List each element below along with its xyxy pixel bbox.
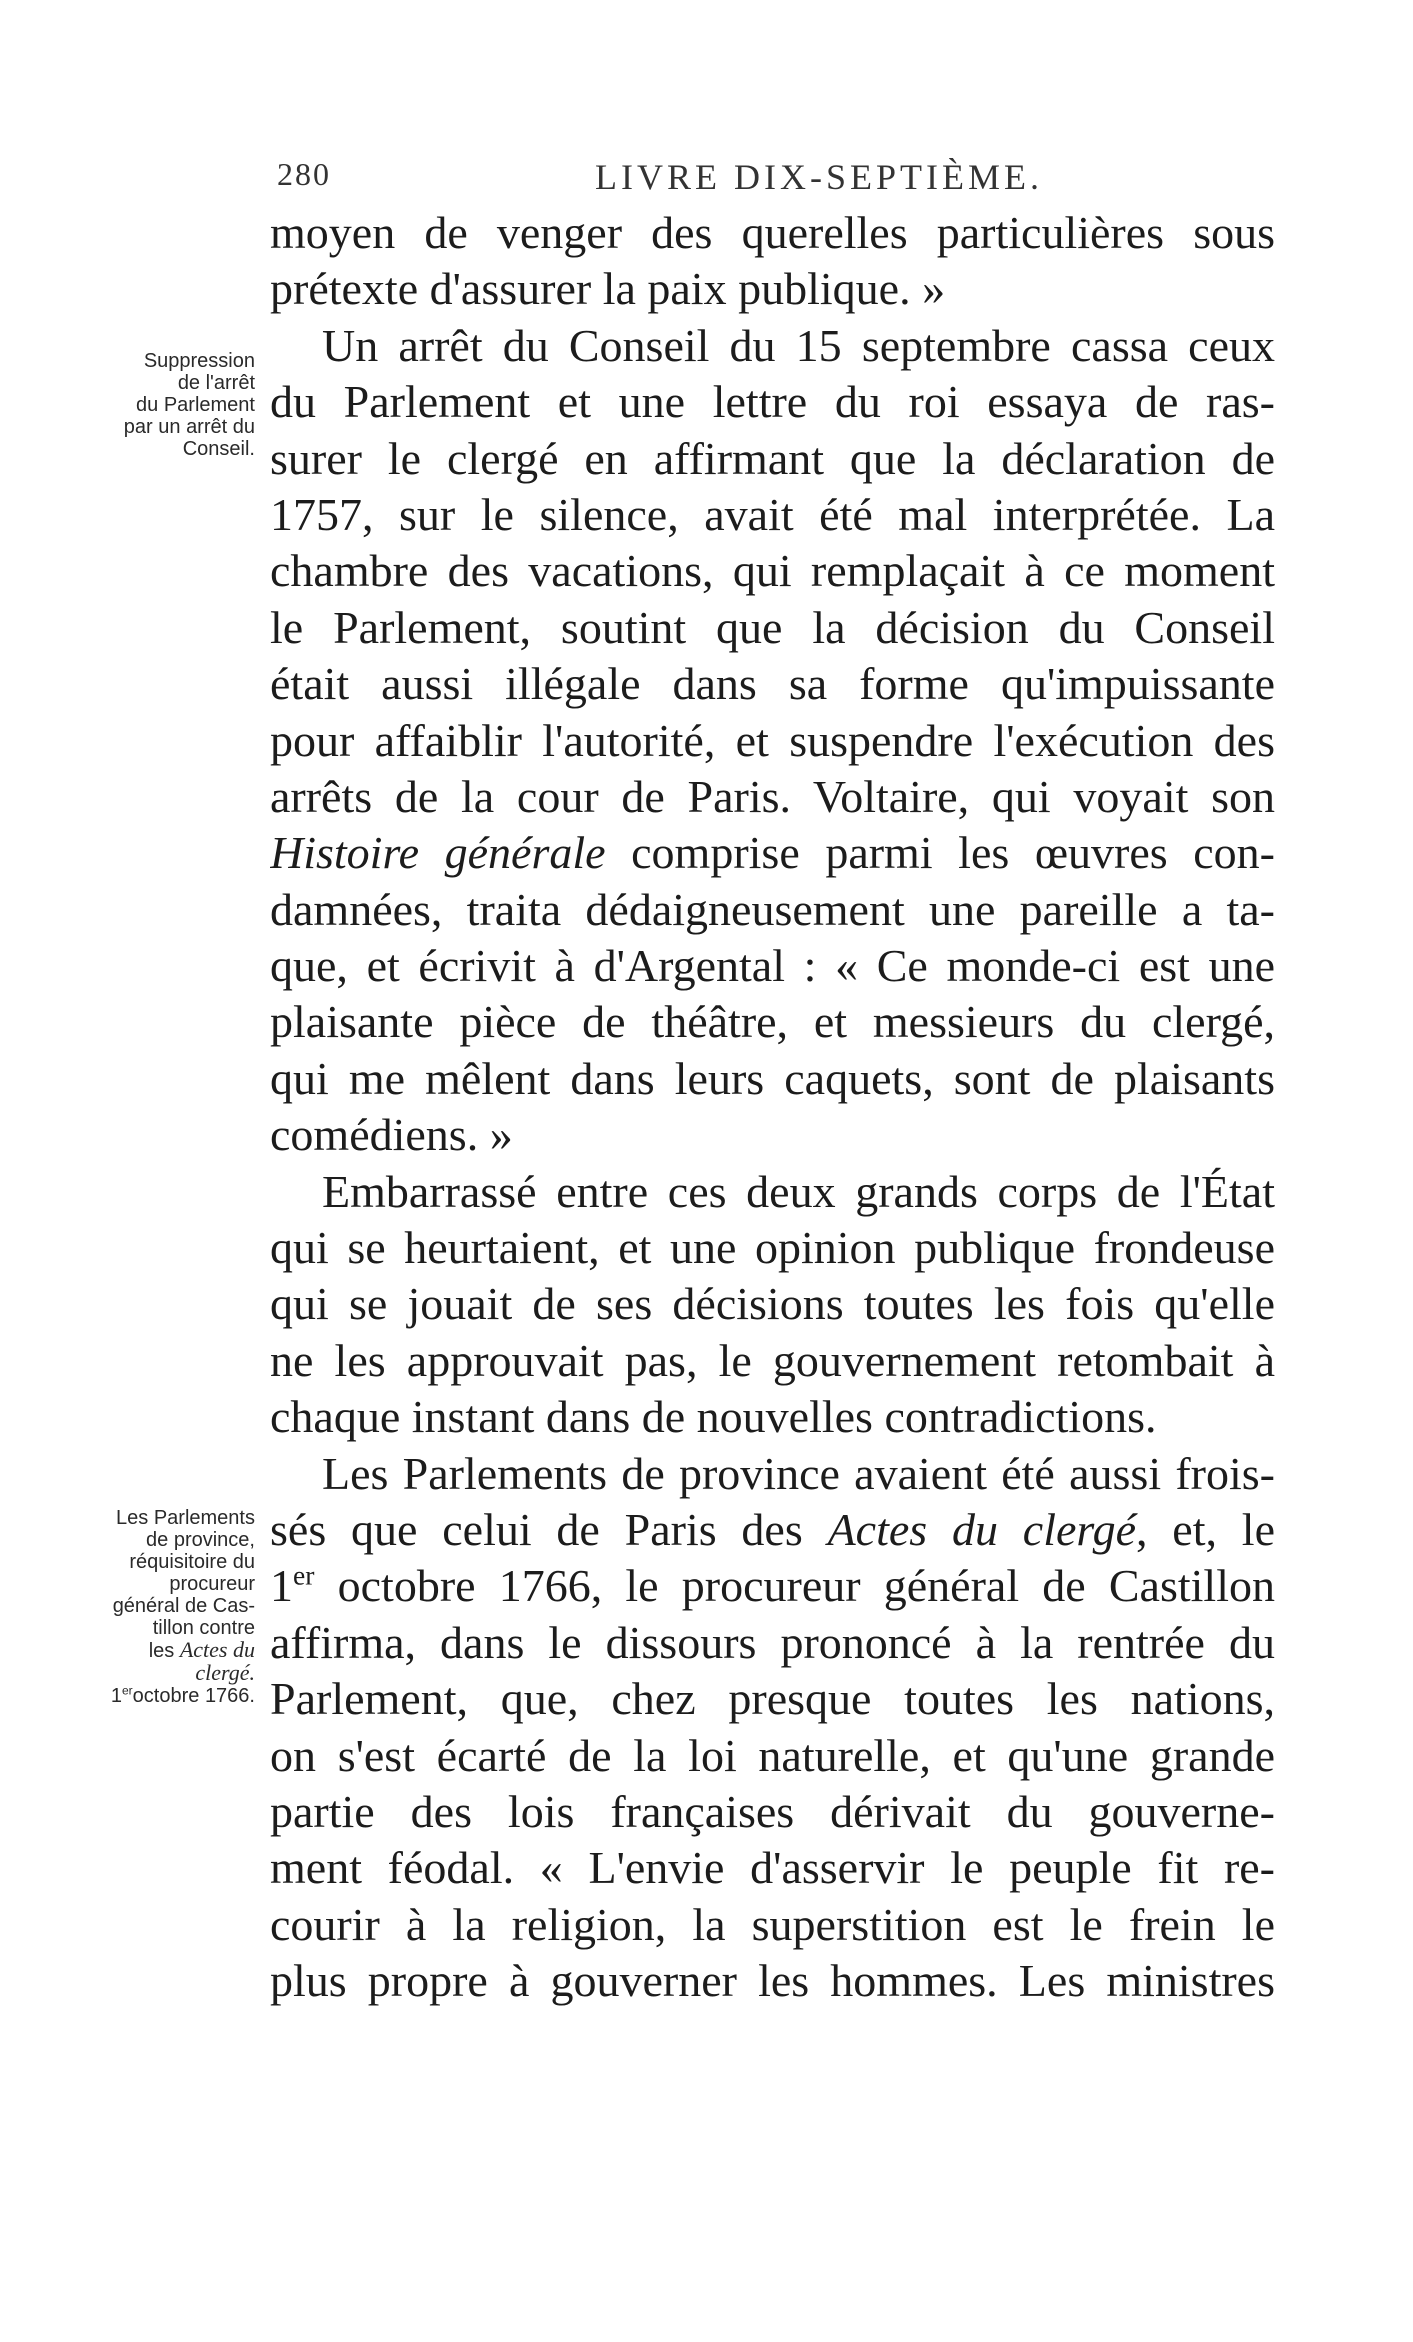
margin-note-line: du Parlement xyxy=(136,394,255,416)
margin-note-date xyxy=(55,1685,255,1707)
text-run: sés que celui de Paris des xyxy=(270,1503,828,1555)
text-line: plus propre à gouverner les hommes. Les ministres xyxy=(270,1955,1275,2007)
text-line: partie des lois françaises dérivait du gouverne- xyxy=(270,1785,1275,1837)
text-line: courir à la religion, la superstition est le frein le xyxy=(270,1898,1275,1950)
text-line: plaisante pièce de théâtre, et messieurs du clergé, xyxy=(270,996,1275,1048)
text-line: ne les approuvait pas, le gouvernement retombait à xyxy=(270,1334,1275,1386)
margin-note-line: Suppression xyxy=(143,350,255,372)
text-line: chaque instant dans de nouvelles contradictions. xyxy=(270,1391,1157,1443)
margin-note-line: Les Parlements xyxy=(116,1507,255,1529)
text-line: damnées, traita dédaigneusement une pareille a ta- xyxy=(270,883,1275,935)
page-number: 280 xyxy=(277,156,331,192)
margin-note-line: de province, xyxy=(146,1529,255,1551)
margin-note-line: procureur xyxy=(169,1573,255,1595)
text-line: chambre des vacations, qui remplaçait à ce moment xyxy=(270,545,1275,597)
running-head xyxy=(265,150,1265,198)
text-line: qui me mêlent dans leurs caquets, sont de plaisants xyxy=(270,1052,1275,1104)
chapter-title: LIVRE DIX-SEPTIÈME. xyxy=(595,157,1043,197)
margin-note-line: général de Cas- xyxy=(112,1595,255,1617)
text-line xyxy=(270,1558,1275,1614)
text-line: que, et écrivit à d'Argental : « Ce monde-ci est une xyxy=(270,940,1275,992)
margin-note-line: par un arrêt du xyxy=(123,416,255,438)
body-text xyxy=(270,205,1275,2010)
text-run: octobre 1766, le procureur général de Castillon xyxy=(314,1560,1275,1612)
margin-note-line: tillon contre xyxy=(152,1617,255,1639)
text-line: qui se jouait de ses décisions toutes les fois qu'elle xyxy=(270,1278,1275,1330)
text-line xyxy=(270,825,1275,881)
book-title-italic: Histoire générale xyxy=(270,827,606,879)
margin-note-suppression xyxy=(55,350,255,460)
margin-note-line xyxy=(55,1639,255,1662)
text-line: arrêts de la cour de Paris. Voltaire, qui voyait son xyxy=(270,770,1275,822)
text-run: , et, le xyxy=(1136,1503,1275,1555)
ordinal-suffix: er xyxy=(293,1560,315,1592)
text-line: 1757, sur le silence, avait été mal interprétée. La xyxy=(270,488,1275,540)
margin-note-ordinal: er xyxy=(122,1683,133,1698)
margin-note-text: les xyxy=(148,1640,175,1662)
margin-note-italic: Actes du xyxy=(179,1637,255,1662)
margin-note-line: de l'arrêt xyxy=(177,372,255,394)
text-line: du Parlement et une lettre du roi essaya de ras- xyxy=(270,376,1275,428)
text-line: comédiens. » xyxy=(270,1109,513,1161)
text-line: qui se heurtaient, et une opinion publique frondeuse xyxy=(270,1222,1275,1274)
margin-note-day: 1 xyxy=(110,1685,122,1707)
margin-note-parlements xyxy=(55,1507,255,1707)
margin-note-line: Conseil. xyxy=(182,438,255,460)
text-line: Embarrassé entre ces deux grands corps de l'État xyxy=(322,1165,1275,1217)
text-line: on s'est écarté de la loi naturelle, et qu'une grande xyxy=(270,1729,1275,1781)
text-line: le Parlement, soutint que la décision du Conseil xyxy=(270,601,1275,653)
text-line: ment féodal. « L'envie d'asservir le peuple fit re- xyxy=(270,1842,1275,1894)
text-line xyxy=(270,1502,1275,1558)
text-line: Les Parlements de province avaient été aussi frois- xyxy=(322,1447,1275,1499)
italic-title: Actes du clergé xyxy=(827,1503,1136,1555)
text-line: surer le clergé en affirmant que la déclaration de xyxy=(270,432,1275,484)
text-line: était aussi illégale dans sa forme qu'impuissante xyxy=(270,658,1275,710)
text-line: pour affaiblir l'autorité, et suspendre l'exécution des xyxy=(270,714,1275,766)
margin-note-italic: clergé. xyxy=(195,1660,255,1685)
text-line: Parlement, que, chez presque toutes les nations, xyxy=(270,1673,1275,1725)
margin-note-date-rest: octobre 1766. xyxy=(132,1685,255,1707)
margin-note-line: réquisitoire du xyxy=(129,1551,255,1573)
text-line: prétexte d'assurer la paix publique. » xyxy=(270,263,946,315)
text-line: affirma, dans le dissours prononcé à la rentrée du xyxy=(270,1616,1275,1668)
date-day: 1 xyxy=(270,1560,293,1612)
text-run: comprise parmi les œuvres con- xyxy=(605,827,1275,879)
margin-note-line xyxy=(55,1662,255,1685)
text-line: moyen de venger des querelles particulières sous xyxy=(270,207,1275,258)
text-line: Un arrêt du Conseil du 15 septembre cassa ceux xyxy=(322,319,1275,371)
